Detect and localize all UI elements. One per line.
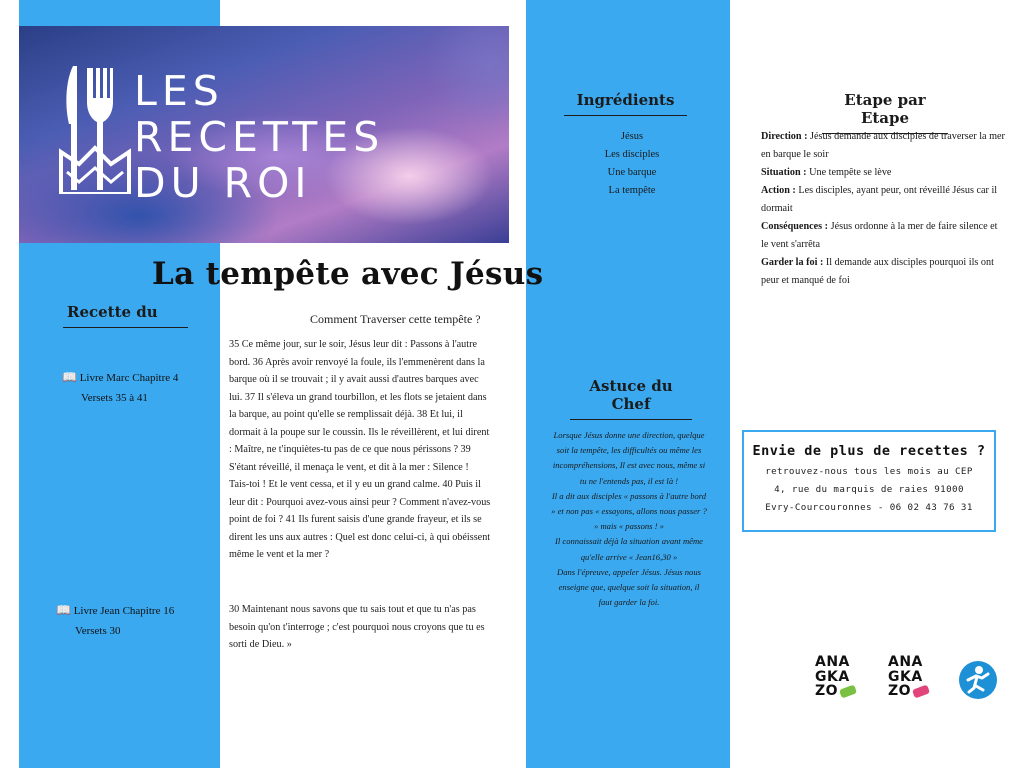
astuce-line: soit la tempête, les difficultés ou même les [556, 445, 702, 456]
astuce-line: incompréhensions, Il est avec nous, même si [552, 460, 706, 471]
passage-john-16: 30 Maintenant nous savons que tu sais tout et que tu n'as pas besoin qu'on t'interroge ; c'est pourquoi nous croyons que tu es sorti de Dieu. » [229, 604, 485, 650]
astuce-line: Lorsque Jésus donne une direction, quelque [553, 430, 705, 440]
book-icon: 📖 [62, 370, 77, 384]
astuce-text [538, 428, 720, 610]
etape-text: Une tempête se lève [806, 167, 892, 178]
etape-label: Action : [761, 185, 796, 196]
runner-circle-logo-icon [958, 660, 998, 700]
etape-text: Les disciples, ayant peur, ont réveillé Jésus car il dormait [761, 185, 998, 214]
astuce-line: tu ne l'entends pas, il est là ! [579, 475, 679, 486]
cutlery-crown-icon [59, 62, 131, 194]
astuce-line: Il connaissait déjà la situation avant même [555, 536, 703, 547]
anagkazo-logo-2: ANA GKA ZO [888, 655, 929, 699]
scripture-ref-1 [62, 367, 178, 408]
banner-title [134, 68, 384, 206]
ref-1-book: Livre Marc Chapitre 4 [79, 372, 179, 384]
etape-text: Jésus ordonne à la mer de faire silence et le vent s'arrêta [761, 221, 998, 250]
etapes-list [761, 128, 1007, 290]
astuce-line: qu'elle arrive « Jean16,30 » [580, 551, 678, 562]
astuce-line: faut garder la foi. [598, 597, 660, 608]
banner-line-3: DU ROI [134, 159, 312, 207]
astuce-line: Il a dit aux disciples « passons à l'autre bord [551, 490, 707, 501]
anagkazo-logo-1: ANA GKA ZO [815, 655, 856, 699]
book-icon: 📖 [56, 603, 71, 617]
banner-line-1: LES [134, 67, 224, 115]
etape-label: Conséquences : [761, 221, 829, 232]
etape-text: Il demande aux disciples pourquoi ils ont peur et manqué de foi [761, 257, 994, 286]
passage-mark-4: 35 Ce même jour, sur le soir, Jésus leur dit : Passons à l'autre bord. 36 Après avoir renvoyé la foule, ils l'emmenèrent dans la barque où il se trouvait ; il y avait aussi d'autres barques avec lui. 37 Il s'éleva un grand tourbillon, et les flots se jetaient dans la barque, au point qu'elle se remplissait déjà. 38 Et lui, il dormait à la poupe sur le coussin. Ils le réveillèrent, et lui dirent : Maître, ne t'inquiètes-tu pas de ce que nous périssons ? 39 S'étant réveillé, il menaça le vent, et dit à la mer : Silence ! Tais-toi ! Et le vent cessa, et il y eu un grand calme. 40 Puis il leur dit : Pourquoi avez-vous ainsi peur ? Comment n'avez-vous point de foi ? 41 Ils furent saisis d'une grande frayeur, et ils se dirent les uns aux autres : Quel est donc celui-ci, à qui obéissent même le vent et la mer ? [229, 339, 491, 560]
astuce-line: enseigne que, quelque soit la situation, il [558, 582, 700, 593]
recette-heading: Recette du [67, 303, 158, 321]
scripture-ref-2 [56, 600, 174, 641]
list-item: Les disciples [604, 149, 660, 160]
recette-heading-wrap [63, 303, 188, 328]
etape-item [761, 218, 1007, 254]
list-item: Une barque [607, 167, 657, 178]
subtitle: Comment Traverser cette tempête ? [310, 312, 481, 326]
etape-label: Direction : [761, 131, 808, 142]
etapes-heading: Etape par Etape [844, 91, 926, 127]
etape-item [761, 164, 1007, 182]
contact-line-2: 4, rue du marquis de raies 91000 [774, 484, 964, 495]
astuce-line: » mais « passons ! » [594, 521, 664, 532]
astuce-line: Dans l'épreuve, appeler Jésus. Jésus nous [557, 566, 701, 577]
contact-heading: Envie de plus de recettes ? [752, 443, 986, 459]
contact-box [742, 430, 996, 532]
astuce-heading-wrap [570, 377, 692, 420]
ref-1-verses: Versets 35 à 41 [81, 392, 148, 404]
etape-item [761, 182, 1007, 218]
etape-label: Situation : [761, 167, 807, 178]
etape-item [761, 128, 1007, 164]
etape-label: Garder la foi : [761, 257, 824, 268]
page-title: La tempête avec Jésus [152, 256, 544, 292]
astuce-line: » et non pas « essayons, allons nous passer ? [551, 506, 707, 517]
ref-2-book: Livre Jean Chapitre 16 [73, 605, 175, 617]
ingredients-heading-wrap [564, 91, 687, 116]
banner-line-2: RECETTES [134, 113, 385, 161]
astuce-heading: Astuce du Chef [589, 377, 673, 413]
etape-text: Jésus demande aux disciples de traverser la mer en barque le soir [761, 131, 1005, 160]
logo-accent-icon [839, 684, 857, 698]
etape-item [761, 254, 1007, 290]
ref-2-verses: Versets 30 [75, 625, 121, 637]
list-item: La tempête [608, 185, 656, 196]
list-item: Jésus [620, 131, 644, 142]
ingredients-heading: Ingrédients [576, 91, 675, 109]
ingredients-list [580, 128, 684, 200]
contact-line-1: retrouvez-nous tous les mois au CEP [765, 466, 973, 477]
header-banner [19, 26, 509, 243]
contact-line-3: Evry-Courcouronnes - 06 02 43 76 31 [765, 502, 973, 513]
logo-accent-icon [912, 684, 930, 698]
